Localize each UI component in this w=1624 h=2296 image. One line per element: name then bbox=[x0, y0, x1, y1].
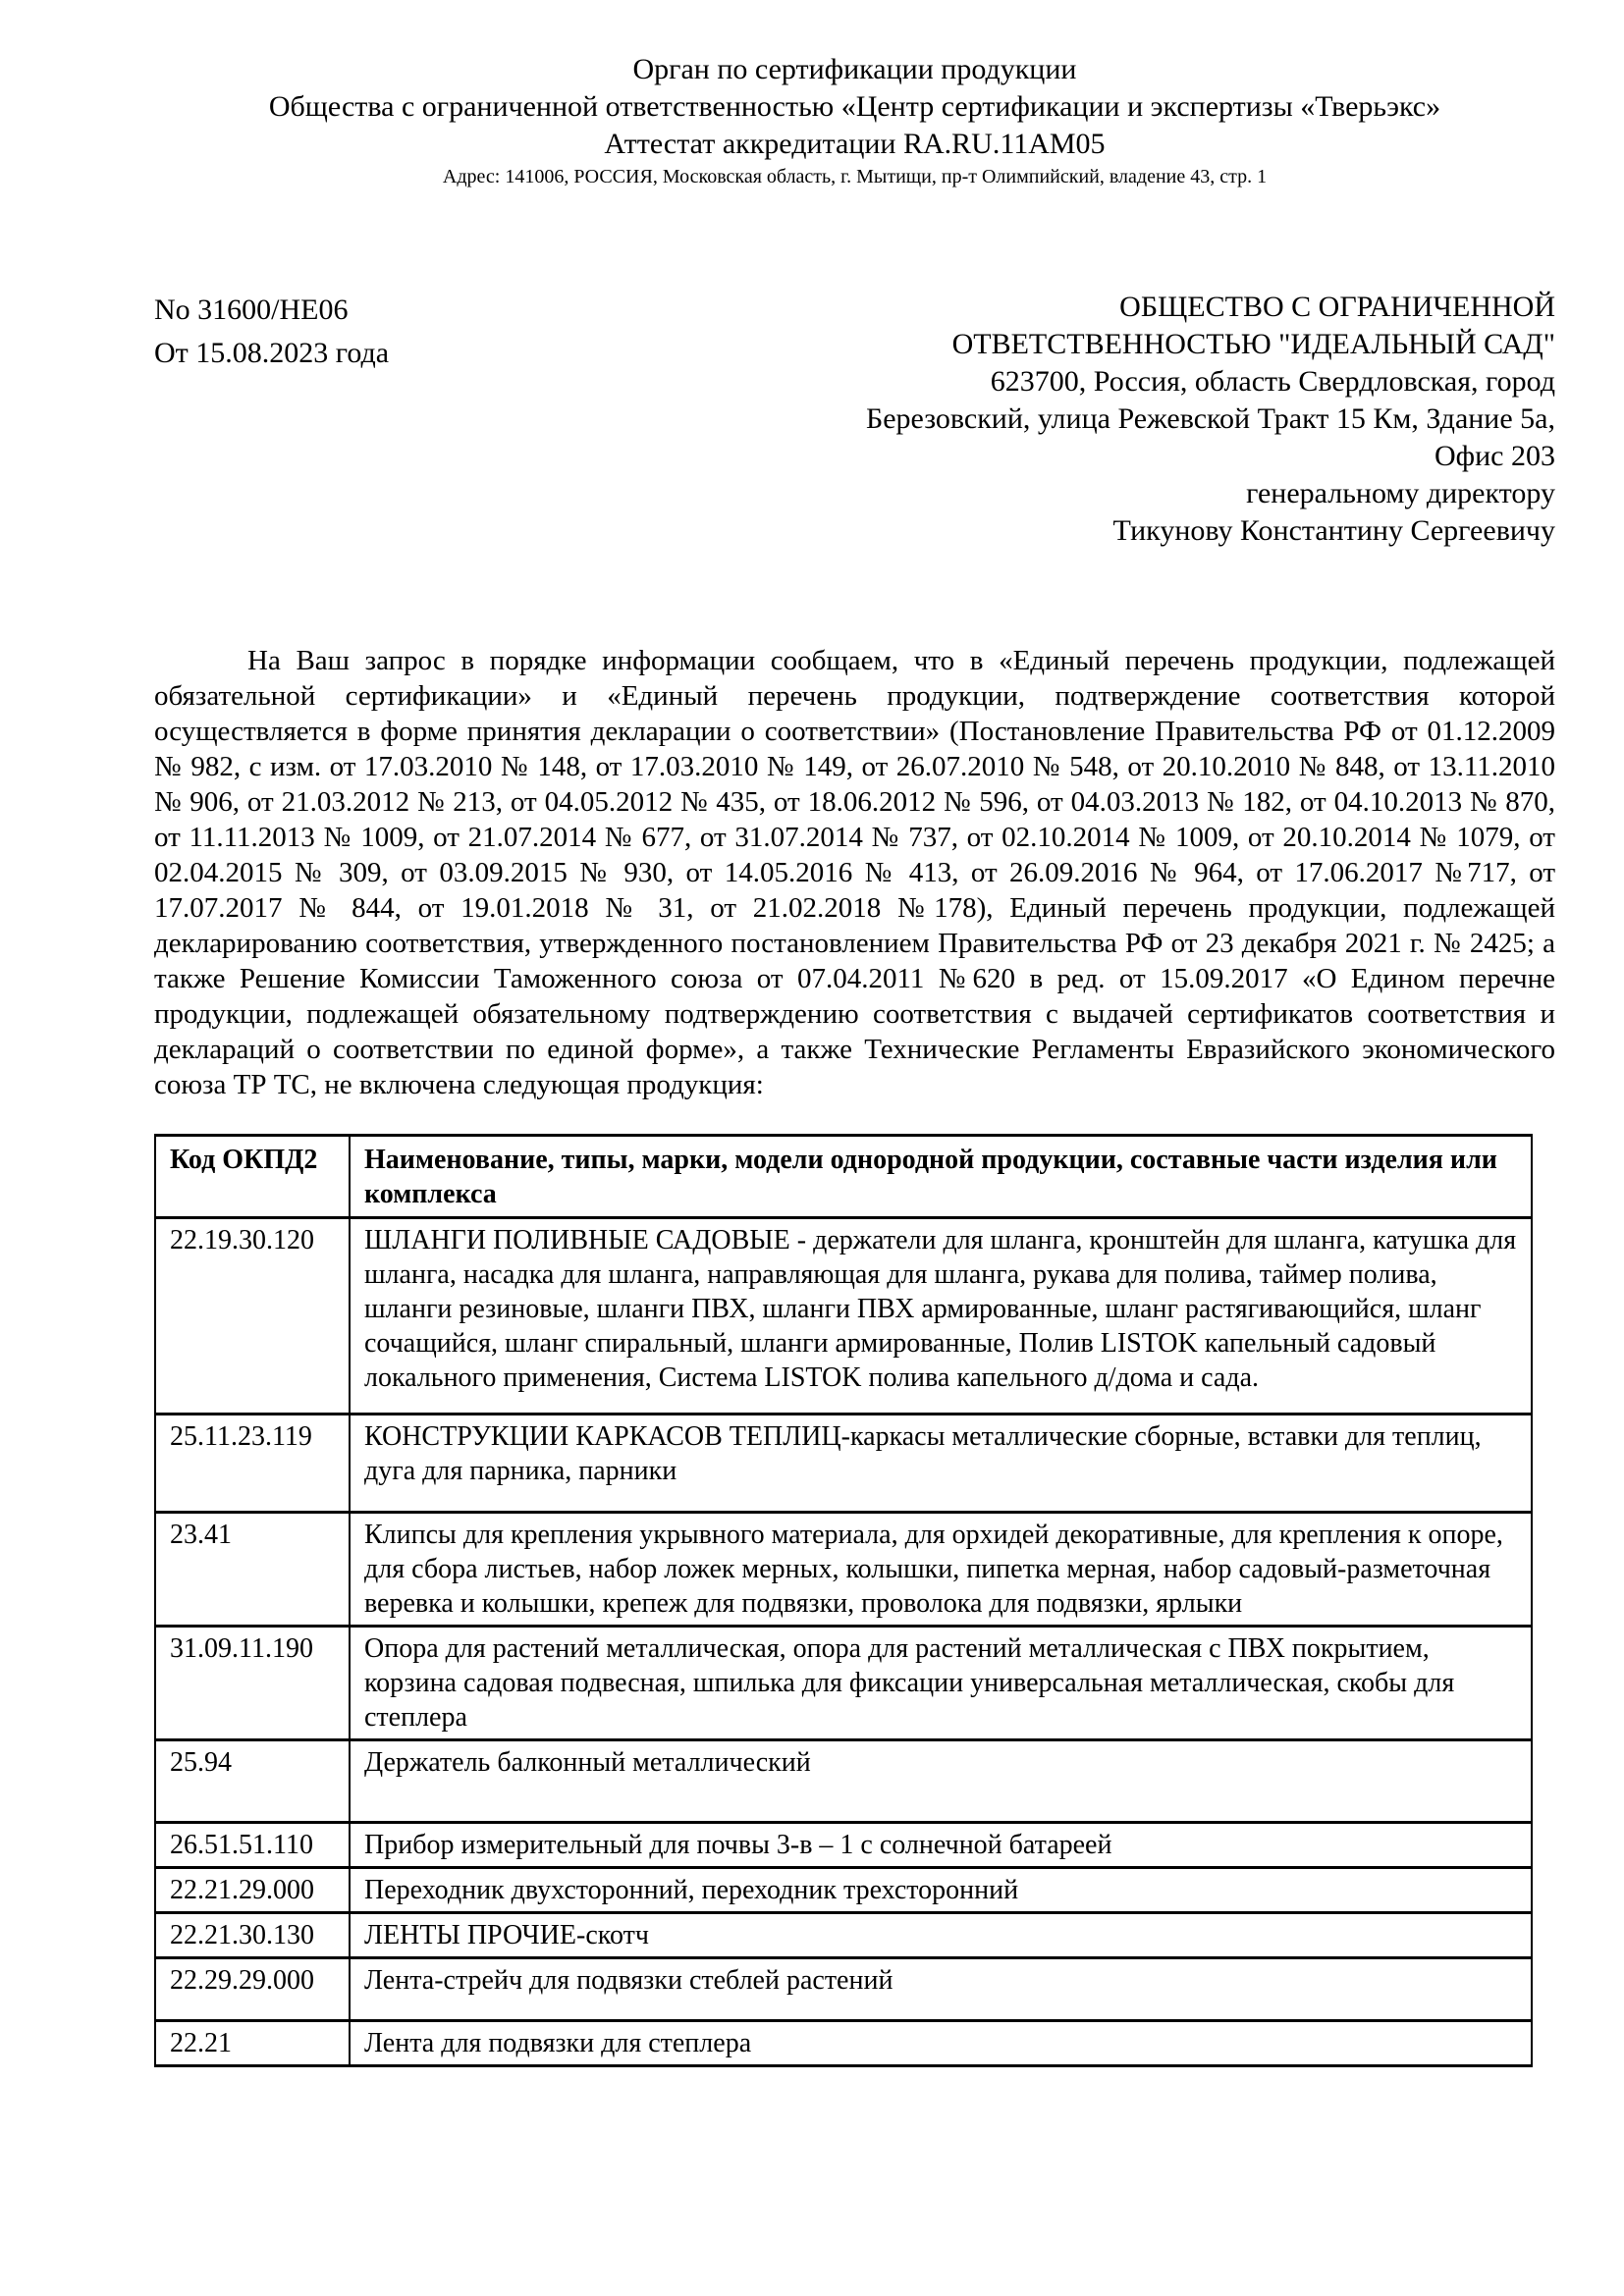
outgoing-reference bbox=[154, 289, 389, 550]
cell-code: 31.09.11.190 bbox=[155, 1627, 350, 1740]
header-code: Код ОКПД2 bbox=[155, 1136, 350, 1218]
org-address: Адрес: 141006, РОССИЯ, Московская область, г. Мытищи, пр-т Олимпийский, владение 43, стр. 1 bbox=[442, 166, 1268, 187]
cell-name: Лента-стрейч для подвязки стеблей растений bbox=[350, 1958, 1532, 2021]
table-row bbox=[155, 1823, 1532, 1868]
table-row bbox=[155, 1218, 1532, 1415]
recipient-line: 623700, Россия, область Свердловская, город bbox=[990, 365, 1555, 398]
table-row bbox=[155, 1415, 1532, 1513]
cell-name: Прибор измерительный для почвы 3-в – 1 с солнечной батареей bbox=[350, 1823, 1532, 1868]
cell-code: 26.51.51.110 bbox=[155, 1823, 350, 1868]
table-row bbox=[155, 1740, 1532, 1823]
recipient-line: генеральному директору bbox=[1246, 477, 1555, 509]
table-header-row bbox=[155, 1136, 1532, 1218]
table-row bbox=[155, 1627, 1532, 1740]
recipient-line: ОБЩЕСТВО С ОГРАНИЧЕННОЙ bbox=[1119, 291, 1555, 323]
letter-body: На Ваш запрос в порядке информации сообщаем, что в «Единый перечень продукции, подлежащей обязательной сертификации» и «Единый перечень продукции, подтверждение соответствия которой осуществляется в форме принятия декларации о соответствии» (Постановление Правительства РФ от 01.12.2009 № 982, с изм. от 17.03.2010 № 148, от 17.03.2010 № 149, от 26.07.2010 № 548, от 20.10.2010 № 848, от 13.11.2010 № 906, от 21.03.2012 № 213, от 04.05.2012 № 435, от 18.06.2012 № 596, от 04.03.2013 № 182, от 04.10.2013 № 870, от 11.11.2013 № 1009, от 21.07.2014 № 677, от 31.07.2014 № 737, от 02.10.2014 № 1009, от 20.10.2014 № 1079, от 02.04.2015 № 309, от 03.09.2015 № 930, от 14.05.2016 № 413, от 26.09.2016 № 964, от 17.06.2017 №717, от 17.07.2017 № 844, от 19.01.2018 № 31, от 21.02.2018 №178), Единый перечень продукции, подлежащей декларированию соответствия, утвержденного постановлением Правительства РФ от 23 декабря 2021 г. № 2425; а также Решение Комиссии Таможенного союза от 07.04.2011 №620 в ред. от 15.09.2017 «О Едином перечне продукции, подлежащей обязательному подтверждению соответствия с выдачей сертификатов соответствия и деклараций о соответствии по единой форме», а также Технические Регламенты Евразийского экономического союза ТР ТС, не включена следующая продукция: bbox=[154, 645, 1555, 1100]
header-name: Наименование, типы, марки, модели однородной продукции, составные части изделия или комплекса bbox=[350, 1136, 1532, 1218]
cell-code: 23.41 bbox=[155, 1513, 350, 1627]
cell-code: 22.29.29.000 bbox=[155, 1958, 350, 2021]
cell-name: Клипсы для крепления укрывного материала, для орхидей декоративные, для крепления к опоре, для сбора листьев, набор ложек мерных, колышки, пипетка мерная, набор садовый-разметочная веревка и колышки, крепеж для подвязки, проволока для подвязки, ярлыки bbox=[350, 1513, 1532, 1627]
recipient-block bbox=[389, 289, 1555, 550]
cell-code: 25.11.23.119 bbox=[155, 1415, 350, 1513]
reference-date: От 15.08.2023 года bbox=[154, 337, 390, 369]
table-row bbox=[155, 1958, 1532, 2021]
cell-name: ЛЕНТЫ ПРОЧИЕ-скотч bbox=[350, 1913, 1532, 1958]
cell-name: КОНСТРУКЦИИ КАРКАСОВ ТЕПЛИЦ-каркасы металлические сборные, вставки для теплиц, дуга для парника, парники bbox=[350, 1415, 1532, 1513]
table-row bbox=[155, 1513, 1532, 1627]
org-title-line-1: Орган по сертификации продукции bbox=[632, 53, 1077, 85]
cell-name: Переходник двухсторонний, переходник трехсторонний bbox=[350, 1868, 1532, 1913]
recipient-line: Березовский, улица Режевской Тракт 15 Км, Здание 5а, bbox=[865, 402, 1555, 435]
cell-code: 22.21.30.130 bbox=[155, 1913, 350, 1958]
products-table bbox=[154, 1134, 1533, 2067]
cell-code: 25.94 bbox=[155, 1740, 350, 1823]
letterhead bbox=[154, 51, 1555, 190]
table-row bbox=[155, 1913, 1532, 1958]
recipient-line: ОТВЕТСТВЕННОСТЬЮ "ИДЕАЛЬНЫЙ САД" bbox=[951, 328, 1555, 360]
cell-code: 22.21 bbox=[155, 2021, 350, 2066]
cell-code: 22.21.29.000 bbox=[155, 1868, 350, 1913]
cell-name: Опора для растений металлическая, опора для растений металлическая с ПВХ покрытием, корзина садовая подвесная, шпилька для фиксации универсальная металлическая, скобы для степлера bbox=[350, 1627, 1532, 1740]
cell-code: 22.19.30.120 bbox=[155, 1218, 350, 1415]
recipient-line: Офис 203 bbox=[1435, 440, 1555, 472]
table-row bbox=[155, 1868, 1532, 1913]
cell-name: Держатель балконный металлический bbox=[350, 1740, 1532, 1823]
table-row bbox=[155, 2021, 1532, 2066]
cell-name: ШЛАНГИ ПОЛИВНЫЕ САДОВЫЕ - держатели для шланга, кронштейн для шланга, катушка для шланга, насадка для шланга, направляющая для шланга, рукава для полива, таймер полива, шланги резиновые, шланги ПВХ, шланги ПВХ армированные, шланг растягивающийся, шланг сочащийся, шланг спиральный, шланги армированные, Полив LISTOK капельный садовый локального применения, Система LISTOK полива капельного д/дома и сада. bbox=[350, 1218, 1532, 1415]
org-title-line-2: Общества с ограниченной ответственностью «Центр сертификации и экспертизы «Тверьэкс» bbox=[268, 90, 1441, 123]
recipient-line: Тикунову Константину Сергеевичу bbox=[1112, 514, 1555, 547]
cell-name: Лента для подвязки для степлера bbox=[350, 2021, 1532, 2066]
reference-number: No 31600/НЕ06 bbox=[154, 294, 349, 326]
reference-block bbox=[154, 289, 1555, 550]
accreditation-number: Аттестат аккредитации RA.RU.11АМ05 bbox=[604, 128, 1106, 160]
